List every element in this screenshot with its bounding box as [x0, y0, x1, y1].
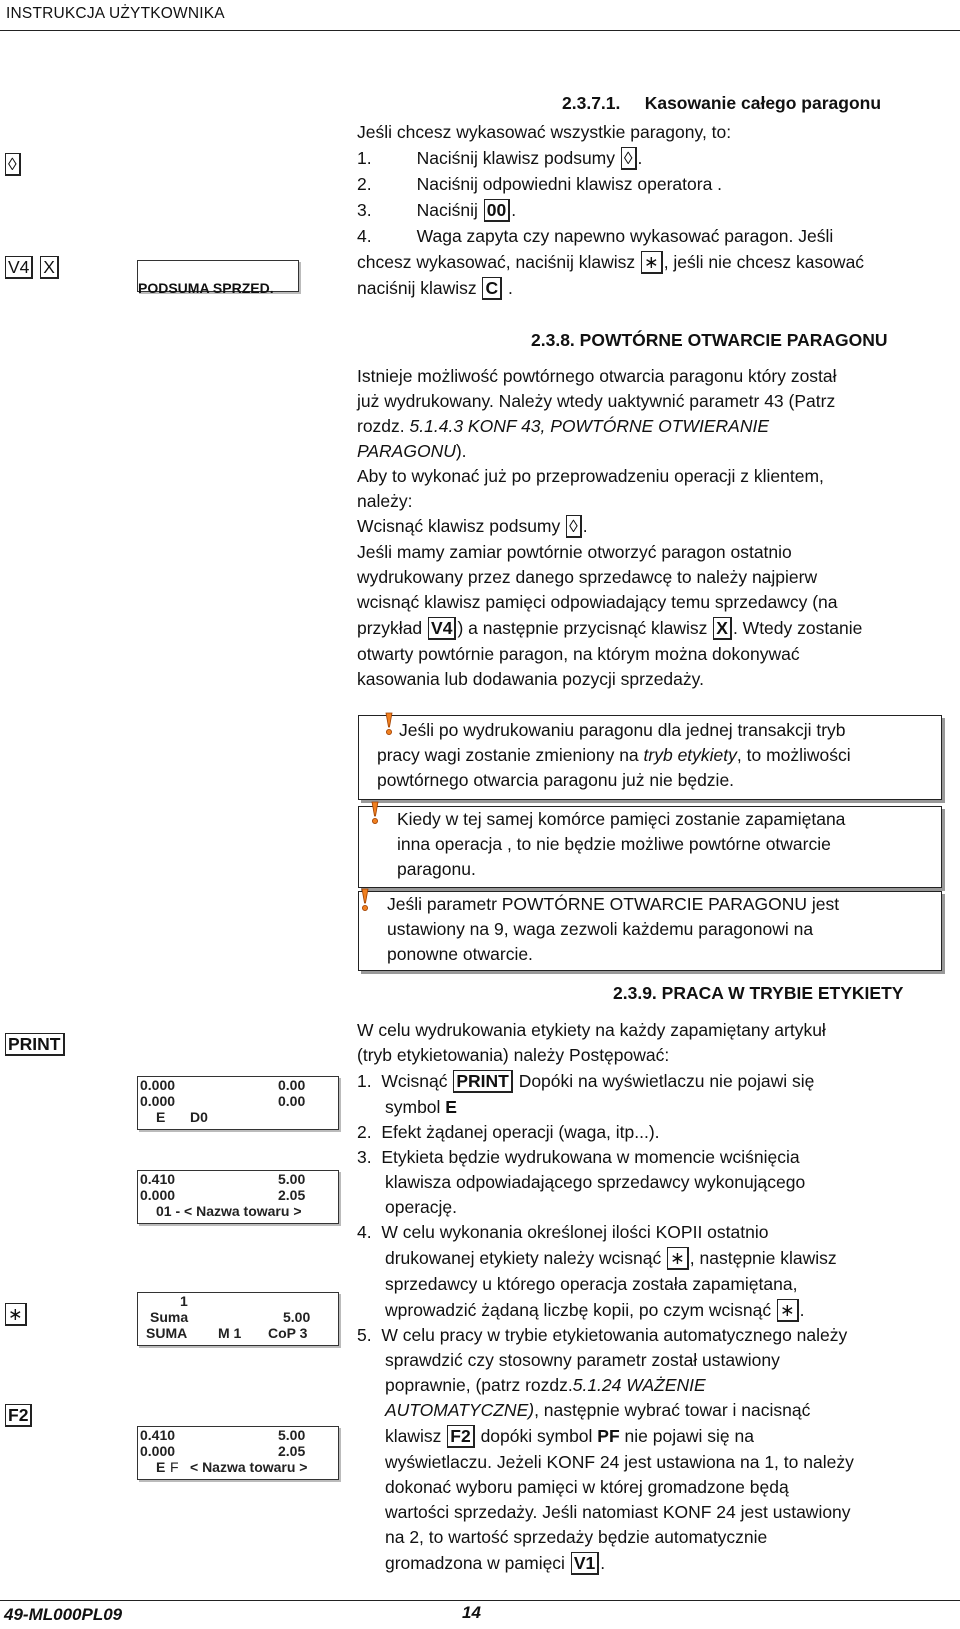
lcd4-r2b: 2.05 — [278, 1443, 306, 1459]
page-header-title: INSTRUKCJA UŻYTKOWNIKA — [6, 5, 225, 22]
lcd-display-1 — [137, 1076, 339, 1130]
sec-238-p4-line1: Jeśli mamy zamiar powtórnie otworzyć paragon ostatnio — [357, 542, 792, 562]
sec-238-p4-line6: kasowania lub dodawania pozycji sprzedaży. — [357, 669, 704, 689]
key-pair-v4-x — [4, 255, 60, 280]
section-2371-heading: 2.3.7.1. Kasowanie całego paragonu — [562, 93, 882, 113]
note-3-line2: ustawiony na 9, waga zezwoli każdemu paragonowi na — [387, 919, 814, 939]
lcd2-r3: 01 - < Nazwa towaru > — [156, 1203, 302, 1219]
sec-2371-step-1: 1. Naciśnij klawisz podsumy ◊ . — [357, 148, 643, 168]
note-box-2 — [358, 806, 942, 888]
lcd2-r2b: 2.05 — [278, 1187, 306, 1203]
note-3-line1: Jeśli parametr POWTÓRNE OTWARCIE PARAGONU jest — [387, 894, 840, 914]
sec-239-step-5-line3: poprawnie, (patrz rozdz.5.1.24 WAŻENIE — [385, 1375, 706, 1395]
lcd3-r3a: SUMA — [146, 1325, 188, 1341]
sec-239-step-1-line2: symbol E — [385, 1097, 457, 1117]
sec-239-step-4: 4. W celu wykonania określonej ilości KOPII ostatnio — [357, 1222, 769, 1242]
lcd-display-3 — [137, 1292, 339, 1346]
lcd4-r2a: 0.000 — [140, 1443, 176, 1459]
f2-key: F2 — [4, 1403, 33, 1428]
sec-239-step-5-line9: na 2, to wartość sprzedaży będzie automatycznie — [385, 1527, 768, 1547]
sec-2371-step-2: 2. Naciśnij odpowiedni klawisz operatora . — [357, 174, 723, 194]
sec-2371-step-3: 3. Naciśnij 00 . — [357, 200, 517, 220]
sec-239-step-4-line4: wprowadzić żądaną liczbę kopii, po czym wcisnąć ∗ . — [385, 1300, 805, 1320]
sec-239-step-5: 5. W celu pracy w trybie etykietowania automatycznego należy — [357, 1325, 848, 1345]
subtotal-key: ◊ — [4, 152, 22, 177]
x-key: X — [40, 256, 59, 279]
lcd3-r2b: 5.00 — [283, 1309, 311, 1325]
footer-divider — [0, 1600, 960, 1601]
v4-key: V4 — [5, 256, 33, 279]
sec-238-p4-line3: wcisnąć klawisz pamięci odpowiadający temu sprzedawcy (na — [357, 592, 838, 612]
sec-2371-step-4-line2: chcesz wykasować, naciśnij klawisz ∗ , jeśli nie chcesz kasować — [357, 252, 865, 272]
sec-239-step-5-line7: dokonać wyboru pamięci w której gromadzone będą — [385, 1477, 789, 1497]
lcd3-r3c: CoP 3 — [268, 1325, 308, 1341]
sec-239-intro1: W celu wydrukowania etykiety na każdy zapamiętany artykuł — [357, 1020, 826, 1040]
lcd4-r1a: 0.410 — [140, 1427, 176, 1443]
lcd2-r1a: 0.410 — [140, 1171, 176, 1187]
sec-238-p3: Wcisnąć klawisz podsumy ◊ . — [357, 516, 588, 536]
display-label: PODSUMA SPRZED. — [138, 280, 274, 296]
sec-238-p2-line2: należy: — [357, 491, 413, 511]
note-1-line1: Jeśli po wydrukowaniu paragonu dla jednej transakcji tryb — [399, 720, 846, 740]
sec-239-step-5-line5: klawisz F2 dopóki symbol PF nie pojawi się na — [385, 1426, 754, 1446]
sec-239-step-5-line8: wartości sprzedaży. Jeśli natomiast KONF 24 jest ustawiony — [385, 1502, 851, 1522]
exclamation-icon — [355, 888, 373, 912]
sec-2371-step-4: 4. Waga zapyta czy napewno wykasować paragon. Jeśli — [357, 226, 834, 246]
print-key: PRINT — [4, 1032, 66, 1057]
lcd1-r2a: 0.000 — [140, 1093, 176, 1109]
sec-239-step-5-line4: AUTOMATYCZNE), następnie wybrać towar i nacisnąć — [385, 1400, 811, 1420]
sec-238-p4-line5: otwarty powtórnie paragon, na którym można dokonywać — [357, 644, 800, 664]
sec-239-step-1: 1. Wcisnąć PRINT Dopóki na wyświetlaczu nie pojawi się — [357, 1071, 815, 1091]
lcd1-r2b: 0.00 — [278, 1093, 306, 1109]
footer-page-number: 14 — [462, 1603, 481, 1622]
lcd1-r3b: D0 — [190, 1109, 208, 1125]
note-1-line3: powtórnego otwarcia paragonu już nie będzie. — [377, 770, 735, 790]
sec-238-p1-line1: Istnieje możliwość powtórnego otwarcia paragonu który został — [357, 366, 837, 386]
sec-239-step-5-line6: wyświetlaczu. Jeżeli KONF 24 jest ustawiona na 1, to należy — [385, 1452, 854, 1472]
lcd3-r2a: Suma — [150, 1309, 189, 1325]
sec-238-p1-line3: rozdz. 5.1.4.3 KONF 43, POWTÓRNE OTWIERANIE — [357, 416, 770, 436]
lcd2-r1b: 5.00 — [278, 1171, 306, 1187]
sec-238-p4-line2: wydrukowany przez danego sprzedawcę to należy najpierw — [357, 567, 818, 587]
sec-239-step-3: 3. Etykieta będzie wydrukowana w momencie wciśnięcia — [357, 1147, 800, 1167]
note-1-line2: pracy wagi zostanie zmieniony na tryb etykiety, to możliwości — [377, 745, 851, 765]
lcd3-r3b: M 1 — [218, 1325, 242, 1341]
lcd4-r3f: F — [170, 1459, 179, 1475]
lcd3-r1: 1 — [180, 1293, 188, 1309]
note-3-line3: ponowne otwarcie. — [387, 944, 533, 964]
note-2-line1: Kiedy w tej samej komórce pamięci zostanie zapamiętana — [397, 809, 846, 829]
exclamation-icon — [365, 801, 383, 825]
star-key: ∗ — [4, 1302, 28, 1327]
lcd2-r2a: 0.000 — [140, 1187, 176, 1203]
lcd-display-4 — [137, 1426, 339, 1480]
note-2-line2: inna operacja , to nie będzie możliwe powtórne otwarcie — [397, 834, 831, 854]
sec-238-p4-line4: przykład V4 ) a następnie przycisnąć klawisz X . Wtedy zostanie — [357, 618, 863, 638]
sec-239-step-3-line3: operację. — [385, 1197, 457, 1217]
sec-239-step-2: 2. Efekt żądanej operacji (waga, itp...). — [357, 1122, 660, 1142]
sec-2371-step-4-line3: naciśnij klawisz C . — [357, 278, 513, 298]
lcd1-r1b: 0.00 — [278, 1077, 306, 1093]
lcd4-r3b: < Nazwa towaru > — [190, 1459, 308, 1475]
sec-239-step-5-line10: gromadzona w pamięci V1 . — [385, 1553, 606, 1573]
lcd1-r1a: 0.000 — [140, 1077, 176, 1093]
sec-239-intro2: (tryb etykietowania) należy Postępować: — [357, 1045, 670, 1065]
section-239-heading: 2.3.9. PRACA W TRYBIE ETYKIETY — [613, 983, 904, 1003]
sec-2371-intro: Jeśli chcesz wykasować wszystkie paragony, to: — [357, 122, 732, 142]
lcd4-r1b: 5.00 — [278, 1427, 306, 1443]
sec-239-step-5-line2: sprawdzić czy stosowny parametr został ustawiony — [385, 1350, 780, 1370]
exclamation-icon — [379, 712, 397, 736]
lcd1-r3a: E — [156, 1109, 166, 1125]
sec-239-step-4-line2: drukowanej etykiety należy wcisnąć ∗ , następnie klawisz — [385, 1248, 837, 1268]
sec-238-p2-line1: Aby to wykonać już po przeprowadzeniu operacji z klientem, — [357, 466, 824, 486]
sec-238-p1-line2: już wydrukowany. Należy wtedy uaktywnić parametr 43 (Patrz — [357, 391, 836, 411]
lcd4-r3a: E — [156, 1459, 166, 1475]
note-box-3 — [358, 891, 942, 971]
note-box-1 — [358, 715, 942, 800]
lcd-display-2 — [137, 1170, 339, 1224]
footer-document-code: 49-ML000PL09 — [4, 1605, 123, 1624]
sec-238-p1-line4: PARAGONU). — [357, 441, 467, 461]
header-divider — [0, 30, 960, 31]
note-2-line3: paragonu. — [397, 859, 476, 879]
sec-239-step-4-line3: sprzedawcy u którego operacja została zapamiętana, — [385, 1274, 798, 1294]
sec-239-step-3-line2: klawisza odpowiadającego sprzedawcy wykonującego — [385, 1172, 806, 1192]
section-238-heading: 2.3.8. POWTÓRNE OTWARCIE PARAGONU — [531, 330, 888, 350]
